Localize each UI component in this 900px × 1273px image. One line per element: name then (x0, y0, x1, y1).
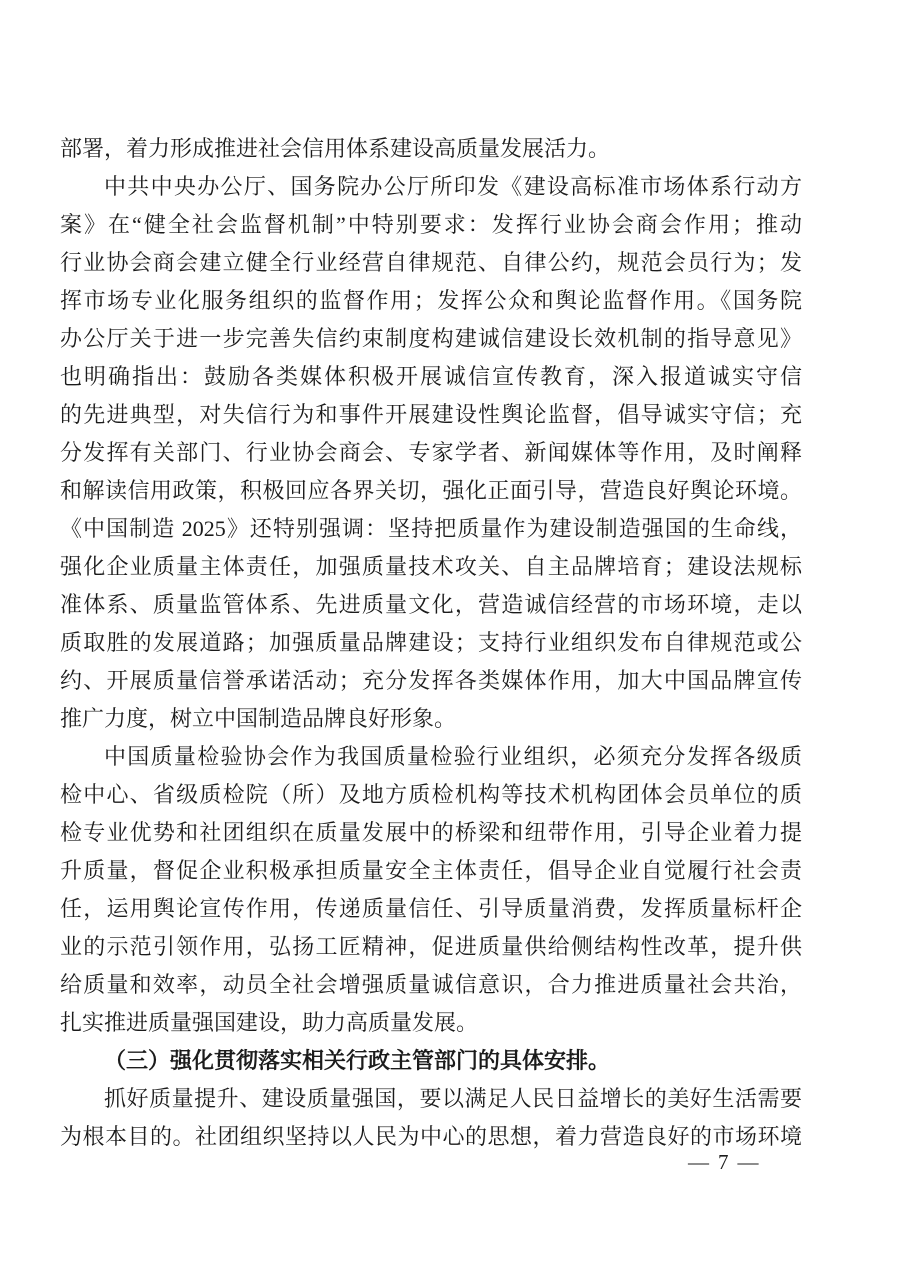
text-line: 检中心、省级质检院（所）及地方质检机构等技术机构团体会员单位的质 (60, 782, 802, 807)
text-line: 行业协会商会建立健全行业经营自律规范、自律公约，规范会员行为；发 (60, 250, 802, 275)
text-line: 挥市场专业化服务组织的监督作用；发挥公众和舆论监督作用。《国务院 (60, 288, 802, 313)
document-body (60, 130, 802, 1156)
footer-dash-left: — (688, 1150, 709, 1174)
text-line: 业的示范引领作用，弘扬工匠精神，促进质量供给侧结构性改革，提升供 (60, 934, 802, 959)
text-line: 分发挥有关部门、行业协会商会、专家学者、新闻媒体等作用，及时阐释 (60, 440, 802, 465)
text-line: 强化企业质量主体责任，加强质量技术攻关、自主品牌培育；建设法规标 (60, 554, 802, 579)
text-line: 和解读信用政策，积极回应各界关切，强化正面引导，营造良好舆论环境。 (60, 478, 802, 503)
text-line: 任，运用舆论宣传作用，传递质量信任、引导质量消费，发挥质量标杆企 (60, 896, 802, 921)
text-line: 约、开展质量信誉承诺活动；充分发挥各类媒体作用，加大中国品牌宣传 (60, 668, 802, 693)
text-line: 办公厅关于进一步完善失信约束制度构建诚信建设长效机制的指导意见》 (60, 326, 802, 351)
text-line: 部署，着力形成推进社会信用体系建设高质量发展活力。 (60, 136, 611, 161)
text-line: 为根本目的。社团组织坚持以人民为中心的思想，着力营造良好的市场环境 (60, 1124, 802, 1149)
text-line: 《中国制造 2025》还特别强调：坚持把质量作为建设制造强国的生命线， (60, 516, 802, 541)
text-line: 给质量和效率，动员全社会增强质量诚信意识，合力推进质量社会共治， (60, 972, 802, 997)
text-line: 中共中央办公厅、国务院办公厅所印发《建设高标准市场体系行动方 (104, 174, 802, 199)
text-line: 准体系、质量监管体系、先进质量文化，营造诚信经营的市场环境，走以 (60, 592, 802, 617)
text-line: 推广力度，树立中国制造品牌良好形象。 (60, 706, 457, 731)
text-line: 质取胜的发展道路；加强质量品牌建设；支持行业组织发布自律规范或公 (60, 630, 802, 655)
page-number-value: 7 (718, 1150, 729, 1174)
text-line: 抓好质量提升、建设质量强国，要以满足人民日益增长的美好生活需要 (104, 1086, 802, 1111)
text-line: 案》在“健全社会监督机制”中特别要求：发挥行业协会商会作用；推动 (60, 212, 802, 237)
text-line: 的先进典型，对失信行为和事件开展建设性舆论监督，倡导诚实守信；充 (60, 402, 802, 427)
footer-dash-right: — (737, 1150, 759, 1174)
text-line: 也明确指出：鼓励各类媒体积极开展诚信宣传教育，深入报道诚实守信 (60, 364, 802, 389)
page-number (688, 1150, 759, 1175)
section-heading: （三）强化贯彻落实相关行政主管部门的具体安排。 (104, 1048, 611, 1073)
text-line: 升质量，督促企业积极承担质量安全主体责任，倡导企业自觉履行社会责 (60, 858, 802, 883)
text-line: 检专业优势和社团组织在质量发展中的桥梁和纽带作用，引导企业着力提 (60, 820, 802, 845)
text-line: 扎实推进质量强国建设，助力高质量发展。 (60, 1010, 479, 1035)
text-line: 中国质量检验协会作为我国质量检验行业组织，必须充分发挥各级质 (104, 744, 802, 769)
